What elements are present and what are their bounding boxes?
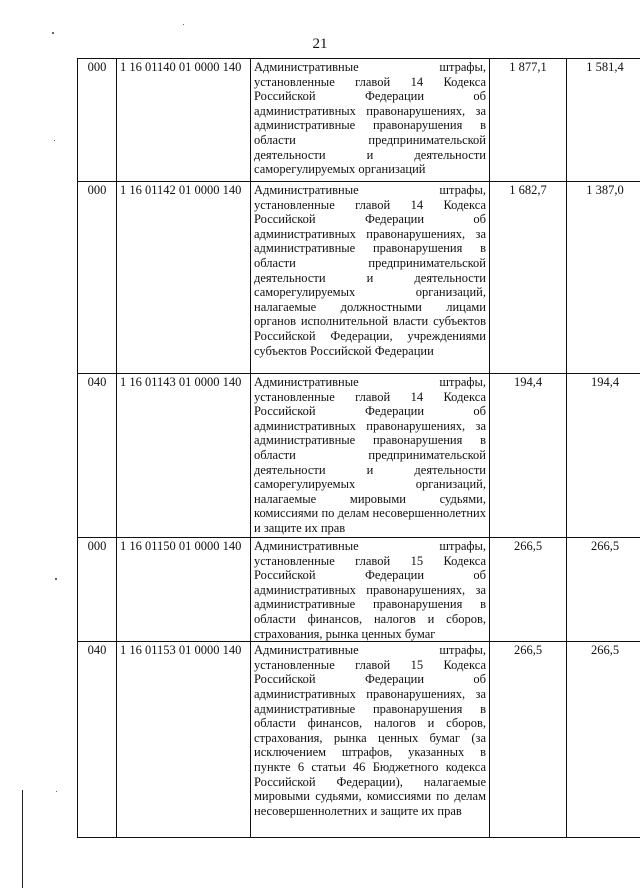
- value-1-cell: 266,5: [490, 538, 567, 642]
- bk-code-cell: 1 16 01140 01 0000 140: [117, 59, 251, 182]
- binding-edge: [22, 790, 23, 888]
- revenue-name-cell: Административные штрафы, установленные главой 14 Кодекса Российской Федерации об административных правонарушениях, за административные правонарушения в области предпринимательской деятельности и деятельности саморегулируемых организаций, налагаемые должностными лицами органов исполнительной власти субъектов Российской Федерации, учреждениями субъектов Российской Федерации: [251, 182, 490, 374]
- revenue-name-cell: Административные штрафы, установленные главой 15 Кодекса Российской Федерации об административных правонарушениях, за административные правонарушения в области финансов, налогов и сборов, страхования, рынка ценных бумаг: [251, 538, 490, 642]
- admin-code-cell: 000: [78, 182, 117, 374]
- bk-code-cell: 1 16 01153 01 0000 140: [117, 642, 251, 838]
- value-1-cell: 1 682,7: [490, 182, 567, 374]
- bk-code-cell: 1 16 01150 01 0000 140: [117, 538, 251, 642]
- admin-code-cell: 040: [78, 642, 117, 838]
- scan-speck: [54, 140, 55, 141]
- table-row: [78, 59, 640, 182]
- revenue-name-cell: Административные штрафы, установленные главой 14 Кодекса Российской Федерации об административных правонарушениях, за административные правонарушения в области предпринимательской деятельности и деятельности саморегулируемых организаций, налагаемые мировыми судьями, комиссиями по делам несовершеннолетних и защите их прав: [251, 374, 490, 538]
- table-row: [78, 374, 640, 538]
- scan-speck: [52, 32, 54, 34]
- admin-code-cell: 000: [78, 538, 117, 642]
- admin-code-cell: 000: [78, 59, 117, 182]
- budget-revenue-table: [77, 58, 640, 838]
- table-row: [78, 182, 640, 374]
- admin-code-cell: 040: [78, 374, 117, 538]
- value-1-cell: 1 877,1: [490, 59, 567, 182]
- revenue-name-cell: Административные штрафы, установленные главой 14 Кодекса Российской Федерации об административных правонарушениях, за административные правонарушения в области предпринимательской деятельности и деятельности саморегулируемых организаций: [251, 59, 490, 182]
- value-2-cell: 266,5: [567, 538, 640, 642]
- page-number: 21: [312, 36, 328, 52]
- scan-speck: [56, 791, 57, 792]
- table-row: [78, 538, 640, 642]
- value-1-cell: 266,5: [490, 642, 567, 838]
- scan-speck: [55, 578, 57, 580]
- bk-code-cell: 1 16 01142 01 0000 140: [117, 182, 251, 374]
- value-2-cell: 266,5: [567, 642, 640, 838]
- value-2-cell: 194,4: [567, 374, 640, 538]
- revenue-name-cell: Административные штрафы, установленные главой 15 Кодекса Российской Федерации об административных правонарушениях, за административные правонарушения в области финансов, налогов и сборов, страхования, рынка ценных бумаг (за исключением штрафов, указанных в пункте 6 статьи 46 Бюджетного кодекса Российской Федерации), налагаемые мировыми судьями, комиссиями по делам несовершеннолетних и защите их прав: [251, 642, 490, 838]
- bk-code-cell: 1 16 01143 01 0000 140: [117, 374, 251, 538]
- scan-speck: [183, 24, 184, 25]
- value-1-cell: 194,4: [490, 374, 567, 538]
- value-2-cell: 1 581,4: [567, 59, 640, 182]
- table-row: [78, 642, 640, 838]
- value-2-cell: 1 387,0: [567, 182, 640, 374]
